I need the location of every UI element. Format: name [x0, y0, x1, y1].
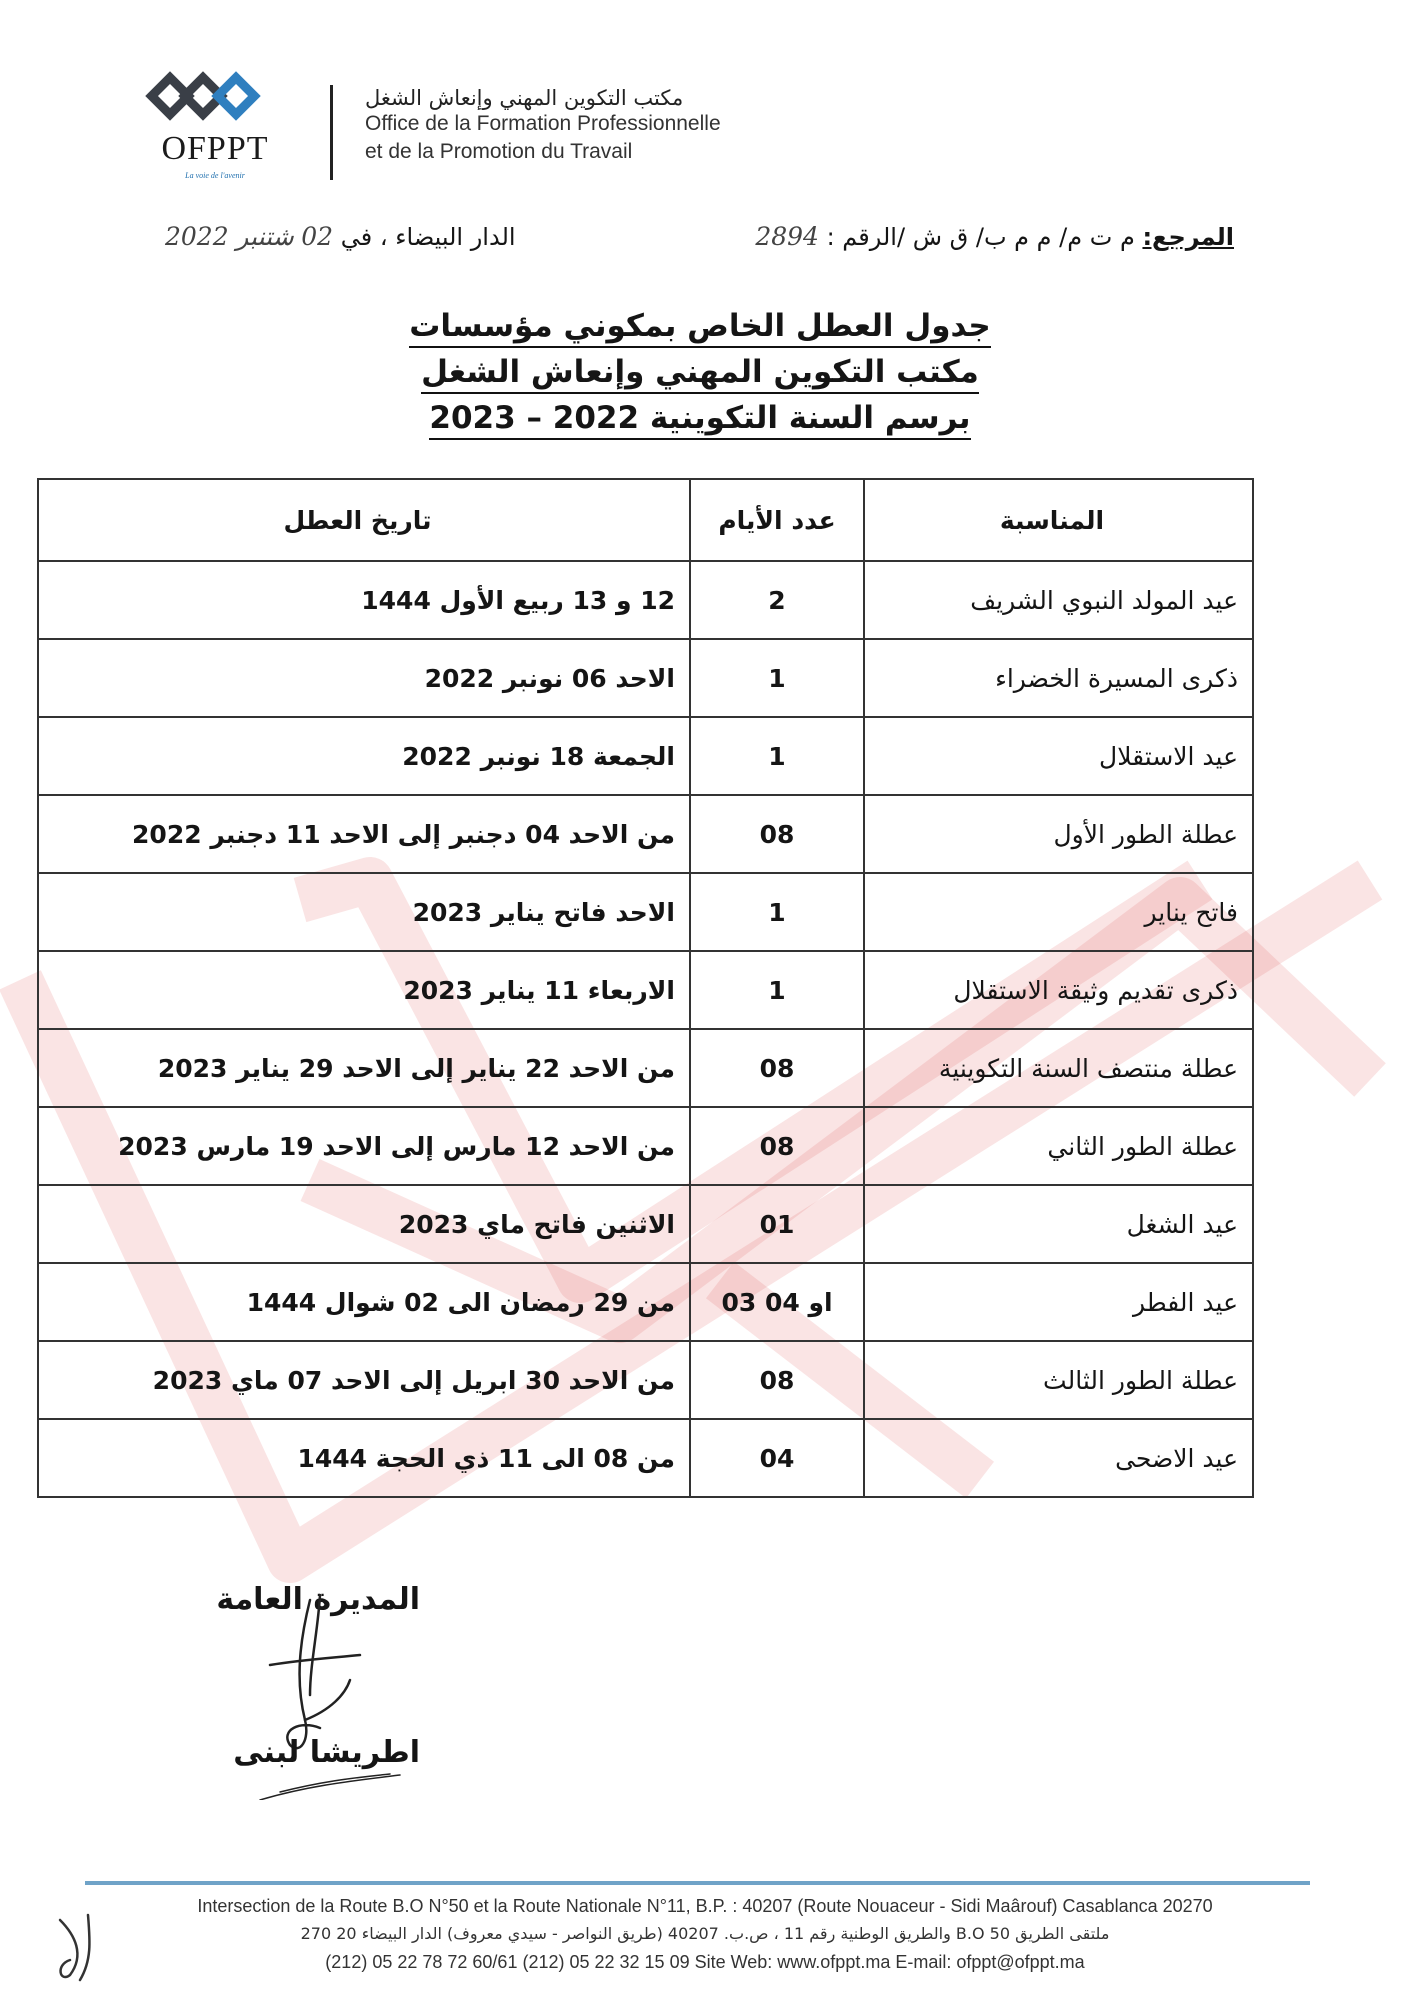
table-header-row: [38, 479, 1253, 561]
document-title-line1-wrap: [350, 308, 1050, 348]
footer-address: [140, 1892, 1270, 1976]
days-cell: 1: [690, 873, 864, 951]
table-row: [38, 1263, 1253, 1341]
days-cell: 1: [690, 639, 864, 717]
table-row: [38, 795, 1253, 873]
date-cell: من الاحد 30 ابريل إلى الاحد 07 ماي 2023: [38, 1341, 690, 1419]
occasion-cell: عطلة الطور الثالث: [864, 1341, 1253, 1419]
days-cell: 08: [690, 795, 864, 873]
reference-number: [755, 222, 1234, 251]
occasion-cell: ذكرى تقديم وثيقة الاستقلال: [864, 951, 1253, 1029]
reference-code: م ت م/ م م ب/ ق ش /الرقم :: [826, 223, 1135, 251]
header-date: تاريخ العطل: [38, 479, 690, 561]
place-date-prefix: الدار البيضاء ، في: [340, 223, 516, 251]
ofppt-logo: [140, 70, 290, 190]
reference-label: المرجع:: [1142, 223, 1234, 251]
table-row: [38, 951, 1253, 1029]
signatory-name: اطريشا لبنى: [233, 1735, 420, 1770]
footer-rule: [85, 1881, 1310, 1885]
occasion-cell: عيد الاضحى: [864, 1419, 1253, 1497]
date-cell: من 29 رمضان الى 02 شوال 1444: [38, 1263, 690, 1341]
document-title-line3-wrap: [350, 400, 1050, 440]
footer-contact: (212) 05 22 78 72 60/61 (212) 05 22 32 15 09 Site Web: www.ofppt.ma E-mail: ofppt@ofppt.ma: [325, 1952, 1085, 1972]
reference-handwritten-number: 2894: [755, 222, 819, 251]
org-name-arabic: مكتب التكوين المهني وإنعاش الشغل: [365, 86, 684, 110]
days-cell: 03 او 04: [690, 1263, 864, 1341]
logo-emblem-icon: [140, 70, 290, 130]
header-divider: [330, 85, 333, 180]
organization-name: [365, 86, 721, 166]
days-cell: 1: [690, 717, 864, 795]
date-cell: 12 و 13 ربيع الأول 1444: [38, 561, 690, 639]
table-row: [38, 639, 1253, 717]
occasion-cell: عطلة الطور الأول: [864, 795, 1253, 873]
occasion-cell: عيد الشغل: [864, 1185, 1253, 1263]
table-row: [38, 561, 1253, 639]
footer-address-fr: Intersection de la Route B.O N°50 et la Route Nationale N°11, B.P. : 40207 (Route Nouaceur - Sidi Maârouf) Casablanca 20270: [197, 1896, 1213, 1916]
date-day: 02: [301, 222, 334, 251]
date-cell: من الاحد 12 مارس إلى الاحد 19 مارس 2023: [38, 1107, 690, 1185]
table-row: [38, 1107, 1253, 1185]
date-month: شتنبر: [236, 222, 294, 251]
handwritten-initials-icon: [50, 1905, 110, 1985]
footer-address-ar: ملتقى الطريق B.O 50 والطريق الوطنية رقم 11 ، ص.ب. 40207 (طريق النواصر - سيدي معروف) الدار البيضاء 20 270: [300, 1924, 1110, 1943]
occasion-cell: عيد المولد النبوي الشريف: [864, 561, 1253, 639]
days-cell: 08: [690, 1107, 864, 1185]
table-row: [38, 1341, 1253, 1419]
table-row: [38, 1419, 1253, 1497]
days-cell: 01: [690, 1185, 864, 1263]
days-cell: 2: [690, 561, 864, 639]
header-days: عدد الأيام: [690, 479, 864, 561]
days-cell: 04: [690, 1419, 864, 1497]
date-cell: من الاحد 22 يناير إلى الاحد 29 يناير 2023: [38, 1029, 690, 1107]
days-cell: 1: [690, 951, 864, 1029]
date-year: 2022: [165, 222, 229, 251]
table-row: [38, 1185, 1253, 1263]
date-cell: من الاحد 04 دجنبر إلى الاحد 11 دجنبر 2022: [38, 795, 690, 873]
document-title-line1: جدول العطل الخاص بمكوني مؤسسات: [409, 308, 991, 348]
occasion-cell: عطلة الطور الثاني: [864, 1107, 1253, 1185]
date-cell: الاحد 06 نونبر 2022: [38, 639, 690, 717]
occasion-cell: عيد الاستقلال: [864, 717, 1253, 795]
date-cell: من 08 الى 11 ذي الحجة 1444: [38, 1419, 690, 1497]
occasion-cell: عطلة منتصف السنة التكوينية: [864, 1029, 1253, 1107]
date-cell: الاثنين فاتح ماي 2023: [38, 1185, 690, 1263]
date-cell: الاحد فاتح يناير 2023: [38, 873, 690, 951]
occasion-cell: ذكرى المسيرة الخضراء: [864, 639, 1253, 717]
document-title-line2-wrap: [350, 354, 1050, 394]
signature-block: [160, 1570, 480, 1800]
logo-text: OFPPT: [161, 130, 269, 167]
org-name-french-line1: Office de la Formation Professionnelle: [365, 112, 721, 135]
header-occasion: المناسبة: [864, 479, 1253, 561]
document-title-line3: برسم السنة التكوينية 2022 – 2023: [429, 400, 970, 440]
place-and-date: [165, 222, 516, 251]
date-cell: الاربعاء 11 يناير 2023: [38, 951, 690, 1029]
days-cell: 08: [690, 1341, 864, 1419]
org-name-french-line2: et de la Promotion du Travail: [365, 140, 633, 163]
occasion-cell: عيد الفطر: [864, 1263, 1253, 1341]
table-row: [38, 717, 1253, 795]
document-title-line2: مكتب التكوين المهني وإنعاش الشغل: [421, 354, 979, 394]
days-cell: 08: [690, 1029, 864, 1107]
date-cell: الجمعة 18 نونبر 2022: [38, 717, 690, 795]
occasion-cell: فاتح يناير: [864, 873, 1253, 951]
table-row: [38, 1029, 1253, 1107]
logo-tagline: La voie de l'avenir: [185, 171, 245, 180]
table-row: [38, 873, 1253, 951]
signatory-title: المديرة العامة: [216, 1582, 420, 1617]
holiday-schedule-table: [37, 478, 1254, 1498]
